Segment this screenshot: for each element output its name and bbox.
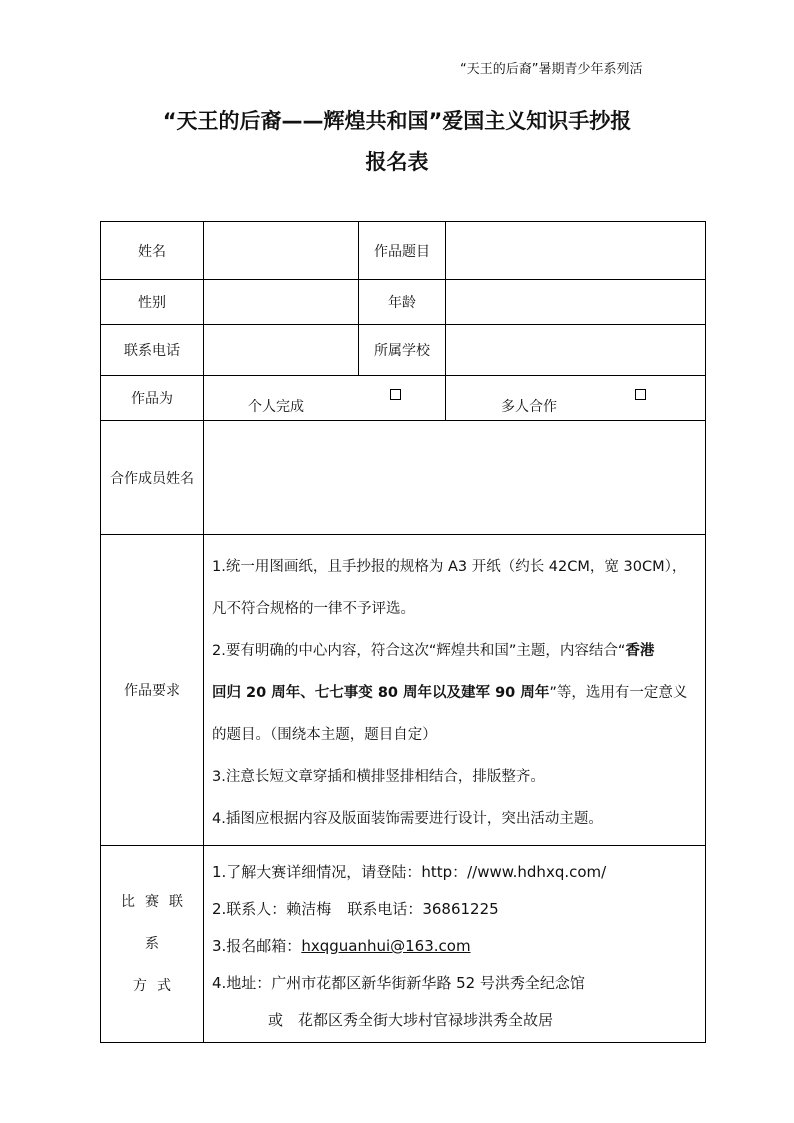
requirements-content: [204, 535, 706, 846]
contact-label: [101, 846, 204, 1043]
gender-label: 性别: [101, 280, 204, 325]
email-label: 3.报名邮箱：: [212, 937, 302, 955]
age-field[interactable]: [446, 280, 706, 325]
individual-option-label: 个人完成: [248, 399, 304, 415]
contact-label-line2: 方式: [133, 978, 181, 994]
document-title: “天王的后裔——辉煌共和国”爱国主义知识手抄报: [162, 109, 632, 133]
requirement-highlight: 香港: [625, 643, 655, 659]
registration-form: [100, 221, 706, 1043]
requirement-line: 4.插图应根据内容及版面装饰需要进行设计，突出活动主题。: [212, 811, 603, 827]
contact-content: [204, 846, 706, 1043]
age-label: 年龄: [359, 280, 446, 325]
work-title-label: 作品题目: [359, 222, 446, 280]
requirement-line: 1.统一用图画纸，且手抄报的规格为 A3 开纸（约长 42CM，宽 30CM），: [212, 559, 687, 575]
requirement-line: 凡不符合规格的一律不予评选。: [212, 601, 415, 617]
contact-line: [212, 928, 697, 965]
contact-line: 或 花都区秀全街大埗村官禄埗洪秀全故居: [268, 1011, 554, 1029]
requirement-line: 的题目。（围绕本主题，题目自定）: [212, 727, 437, 743]
phone-field[interactable]: [204, 325, 359, 376]
individual-option-cell: [204, 376, 446, 421]
requirement-line: 3.注意长短文章穿插和横排竖排相结合，排版整齐。: [212, 769, 545, 785]
work-type-label: 作品为: [101, 376, 204, 421]
phone-label: 联系电话: [101, 325, 204, 376]
work-title-field[interactable]: [446, 222, 706, 280]
requirements-label: 作品要求: [101, 535, 204, 846]
requirement-highlight: 回归 20 周年、七七事变 80 周年以及建军 90 周年: [212, 685, 550, 701]
email-link[interactable]: hxqguanhui@163.com: [301, 937, 471, 955]
contact-line: 1.了解大赛详细情况，请登陆：http：//www.hdhxq.com/: [212, 863, 607, 881]
gender-field[interactable]: [204, 280, 359, 325]
contact-phone: 联系电话：36861225: [347, 900, 499, 918]
requirement-line: [212, 631, 699, 671]
name-field[interactable]: [204, 222, 359, 280]
school-field[interactable]: [446, 325, 706, 376]
requirement-text: ”等，选用有一定意义: [549, 685, 688, 701]
group-option-label: 多人合作: [501, 399, 557, 415]
group-checkbox[interactable]: [635, 389, 646, 400]
requirement-line: [212, 673, 699, 713]
contact-person: 2.联系人：赖洁梅: [212, 900, 332, 918]
school-label: 所属学校: [359, 325, 446, 376]
contact-line: 4.地址：广州市花都区新华街新华路 52 号洪秀全纪念馆: [212, 974, 585, 992]
document-subtitle: 报名表: [365, 150, 429, 174]
requirement-text: 2.要有明确的中心内容，符合这次“辉煌共和国”主题，内容结合“: [212, 643, 626, 659]
contact-label-line1: 比赛联系: [121, 894, 193, 952]
individual-checkbox[interactable]: [390, 389, 401, 400]
name-label: 姓名: [101, 222, 204, 280]
group-option-cell: [446, 376, 706, 421]
contact-line: [212, 891, 697, 928]
members-label: 合作成员姓名: [101, 421, 204, 535]
members-field[interactable]: [204, 421, 706, 535]
header-note: “天王的后裔”暑期青少年系列活: [460, 62, 643, 77]
